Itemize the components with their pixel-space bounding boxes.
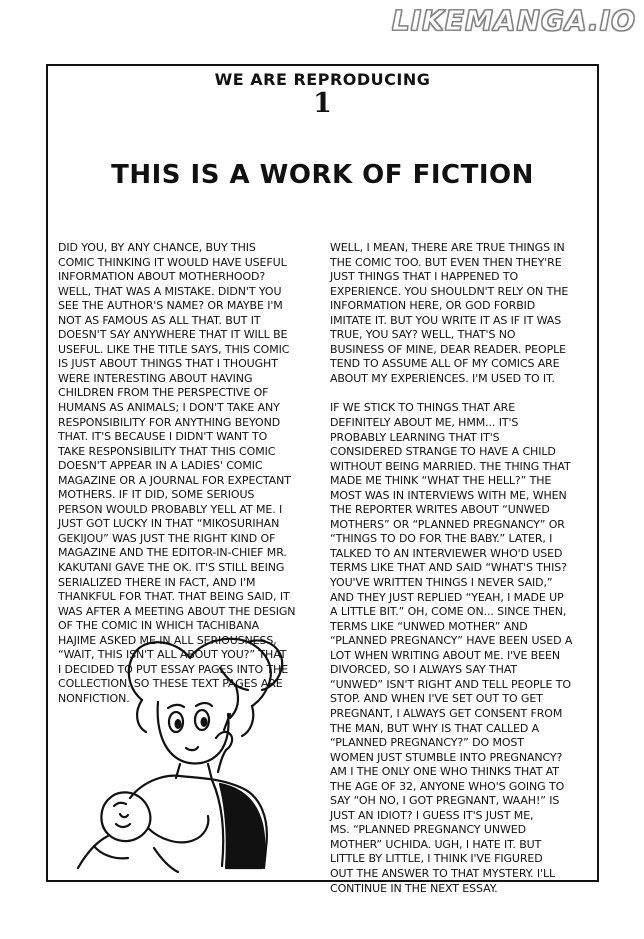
holding-arm [148, 816, 208, 842]
essay-paragraph-3: IF WE STICK TO THINGS THAT ARE DEFINITELY ABOUT ME, HMM... IT'S PROBABLY LEARNING THAT IT'S CONSIDERED STRANGE TO HAVE A CHILD WITHOUT BEING MARRIED. THE THING THAT MADE ME THINK “WHAT THE HELL?” THE MOST WAS IN INTERVIEWS WITH ME, WHEN THE REPORTER WRITES ABOUT “UNWED MOTHERS” OR “PLANNED PREGNANCY” OR “THINGS TO DO FOR THE BABY.” LATER, I TALKED TO AN INTERVIEWER WHO'D USED TERMS LIKE THAT AND SAID “WHAT'S THIS? YOU'VE WRITTEN THINGS I NEVER SAID,” AND THEY JUST REPLIED “YEAH, I MADE UP A LITTLE BIT.” OH, COME ON... SINCE THEN, TERMS LIKE “UNWED MOTHER” AND “PLANNED PREGNANCY” HAVE BEEN USED A LOT WHEN WRITING ABOUT ME. I'VE BEEN DIVORCED, SO I ALWAYS SAY THAT “UNWED” ISN'T RIGHT AND TELL PEOPLE TO STOP. AND WHEN I'VE SET OUT TO GET PREGNANT, I ALWAYS GET CONSENT FROM THE MAN, BUT WHY IS THAT CALLED A “PLANNED PREGNANCY?” DO MOST WOMEN JUST STUMBLE INTO PREGNANCY? AM I THE ONLY ONE WHO THINKS THAT AT THE AGE OF 32, ANYONE WHO'S GOING TO SAY “OH NO, I GOT PREGNANT, WAAH!” IS JUST AN IDIOT? I GUESS IT'S JUST ME, MS. “PLANNED PREGNANCY UNWED MOTHER” UCHIDA. UGH, I HATE IT. BUT LITTLE BY LITTLE, I THINK I'VE FIGURED OUT THE ANSWER TO THAT MYSTERY. I'LL CONTINUE IN THE NEXT ESSAY. [330, 401, 573, 895]
site-watermark: LIKEMANGA.IO [391, 4, 636, 37]
hand [216, 732, 232, 772]
essay-right-column [330, 241, 592, 896]
essay-series-label: WE ARE REPRODUCING [214, 70, 431, 89]
essay-paragraph-1: DID YOU, BY ANY CHANCE, BUY THIS COMIC THINKING IT WOULD HAVE USEFUL INFORMATION ABOUT MOTHERHOOD? WELL, THAT WAS A MISTAKE. DIDN'T YOU SEE THE AUTHOR'S NAME? OR MAYBE I'M NOT AS FAMOUS AS ALL THAT. BUT IT DOESN'T SAY ANYWHERE THAT IT WILL BE USEFUL. LIKE THE TITLE SAYS, THIS COMIC IS JUST ABOUT THINGS THAT I THOUGHT WERE INTERESTING ABOUT HAVING CHILDREN FROM THE PERSPECTIVE OF HUMANS AS ANIMALS; I DON'T TAKE ANY RESPONSIBILITY FOR ANYTHING BEYOND THAT. IT'S BECAUSE I DIDN'T WANT TO TAKE RESPONSIBILITY THAT THIS COMIC DOESN'T APPEAR IN A LADIES' COMIC MAGAZINE OR A JOURNAL FOR EXPECTANT MOTHERS. IF IT DID, SOME SERIOUS PERSON WOULD PROBABLY YELL AT ME. I JUST GOT LUCKY IN THAT “MIKOSURIHAN GEKIJOU” WAS JUST THE RIGHT KIND OF MAGAZINE AND THE EDITOR-IN-CHIEF MR. KAKUTANI GAVE THE OK. IT'S STILL BEING SERIALIZED THERE IN FACT, AND I'M THANKFUL FOR THAT. THAT BEING SAID, IT WAS AFTER A MEETING ABOUT THE DESIGN OF THE COMIC IN WHICH TACHIBANA HAJIME ASKED ME IN ALL SERIOUSNESS, “WAIT, THIS ISN'T ALL ABOUT YOU?” THAT I DECIDED TO PUT ESSAY PAGES INTO THE COLLECTION. SO THESE TEXT PAGES ARE NONFICTION. [58, 241, 296, 705]
author-with-baby-illustration [70, 628, 320, 873]
face-outline [158, 702, 229, 764]
essay-number: 1 [313, 88, 332, 119]
hair-outline [129, 639, 282, 706]
essay-title: THIS IS A WORK OF FICTION [111, 160, 534, 190]
essay-paragraph-2: WELL, I MEAN, THERE ARE TRUE THINGS IN THE COMIC TOO. BUT EVEN THEN THEY'RE JUST THINGS THAT I HAPPENED TO EXPERIENCE. YOU SHOULDN'T RELY ON THE INFORMATION HERE, OR GOD FORBID IMITATE IT. BUT YOU WRITE IT AS IF IT WAS TRUE, YOU SAY? WELL, THAT'S NO BUSINESS OF MINE, DEAR READER. PEOPLE TEND TO ASSUME ALL OF MY COMICS ARE ABOUT MY EXPERIENCES. I'M USED TO IT. [330, 241, 569, 385]
